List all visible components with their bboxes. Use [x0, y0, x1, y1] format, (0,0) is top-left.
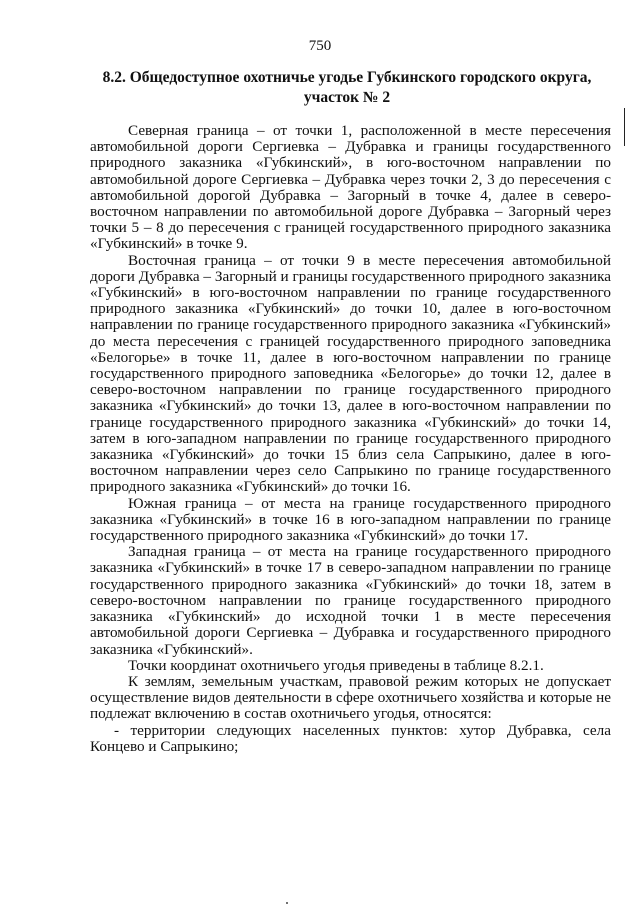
- paragraph-south-boundary: Южная граница – от места на границе государственного природного заказника «Губкинский» в точке 16 в юго-западном направлении по границе государственного природного заказника «Губкинский» до точки 17.: [90, 494, 611, 545]
- section-heading-line-2: участок № 2: [303, 89, 391, 106]
- paragraph-east-boundary: Восточная граница – от точки 9 в месте пересечения автомобильной дороги Дубравка – Загорный и границы государственного природного заказника «Губкинский» в юго-восточном направлении по границе государственного природного заказника «Губкинский» до точки 10, далее в юго-восточном направлении по границе государственного природного заказника «Губкинский» до места пересечения с границей государственного природного заповедника «Белогорье» в точке 11, далее в юго-восточном направлении по границе государственного природного заповедника «Белогорье» до точки 12, далее в северо-восточном направлении по границе государственного природного заказника «Губкинский» до точки 13, далее в юго-восточном направлении по границе государственного природного заказника «Губкинский» до точки 14, затем в юго-западном направлении по границе государственного природного заказника «Губкинский» до точки 15 близ села Сапрыкино, далее в юго-восточном направлении через село Сапрыкино по границе государственного природного заказника «Губкинский» до точки 16.: [90, 251, 611, 496]
- paragraph-coordinates-reference: Точки координат охотничьего угодья приведены в таблице 8.2.1.: [128, 656, 544, 674]
- paragraph-north-boundary: Северная граница – от точки 1, расположенной в месте пересечения автомобильной дороги Сергиевка – Дубравка и границы государственного природного заказника «Губкинский», в юго-восточном направлении по автомобильной дороге Сергиевка – Дубравка через точки 2, 3 до пересечения с автомобильной дорогой Дубравка – Загорный в точке 4, далее в северо-восточном направлении по автомобильной дороге Дубравка – Загорный через точки 5 – 8 до пересечения с границей государственного природного заказника «Губкинский» в точке 9.: [90, 122, 611, 253]
- section-heading-line-1: 8.2. Общедоступное охотничье угодье Губкинского городского округа,: [102, 69, 592, 86]
- document-body: [90, 123, 611, 755]
- paragraph-west-boundary: Западная граница – от места на границе государственного природного заказника «Губкинский» в точке 17 в северо-западном направлении по границе государственного природного заказника «Губкинский» до точки 18, затем в северо-восточном направлении по границе государственного природного заказника «Губкинский» до исходной точки 1 в месте пересечения автомобильной дороги Сергиевка – Дубравка и государственного природного заказника «Губкинский».: [90, 543, 611, 658]
- scan-speck: [286, 902, 288, 904]
- margin-mark: [624, 108, 625, 146]
- page-number: 750: [308, 38, 332, 54]
- list-item-settlements: - территории следующих населенных пунктов: хутор Дубравка, села Концево и Сапрыкино;: [90, 721, 611, 755]
- paragraph-excluded-lands: К землям, земельным участкам, правовой режим которых не допускает осуществление видов деятельности в сфере охотничьего хозяйства и которые не подлежат включению в состав охотничьего угодья, относятся:: [90, 672, 611, 723]
- section-heading: [92, 68, 602, 108]
